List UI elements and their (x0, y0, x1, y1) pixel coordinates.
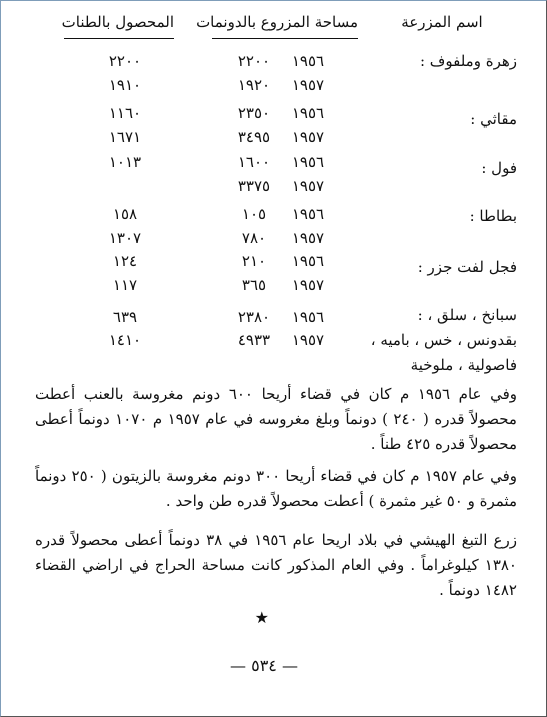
table-row (0, 354, 547, 378)
crop-yield: ١١٦٠ (108, 104, 142, 122)
crop-year: ١٩٥٦ (291, 308, 325, 326)
crop-year: ١٩٥٧ (291, 276, 325, 294)
paragraph-grapes: وفي عام ١٩٥٦ م كان في قضاء أريحا ٦٠٠ دونم مغروسة بالعنب أعطت محصولاً قدره ( ٢٤٠ ) دونماً وبلغ مغروسه في عام ١٩٥٧ م ١٠٧٠ دونماً أعطى محصولاً قدره ٤٢٥ طناً . (35, 385, 517, 453)
table-row (0, 102, 547, 126)
table-row (0, 329, 547, 353)
crop-year: ١٩٥٦ (291, 52, 325, 70)
crop-year: ١٩٥٧ (291, 229, 325, 247)
crop-yield: ١٦٧١ (108, 128, 142, 146)
table-row (0, 126, 547, 150)
crop-yield: ١١٧ (112, 276, 138, 294)
crop-area: ٢٢٠٠ (237, 52, 271, 70)
crop-area: ١٩٢٠ (237, 76, 271, 94)
table-row (0, 151, 547, 175)
table-row (0, 74, 547, 98)
crop-yield: ٦٣٩ (112, 308, 138, 326)
crop-yield: ١٢٤ (112, 252, 138, 270)
crop-area: ١٠٥ (241, 205, 267, 223)
table-row (0, 227, 547, 251)
page-number: — ٥٣٤ — (230, 656, 298, 675)
crop-year: ١٩٥٧ (291, 76, 325, 94)
table-row (0, 50, 547, 74)
paragraph-olives: وفي عام ١٩٥٧ م كان في قضاء أريحا ٣٠٠ دونم مغروسة بالزيتون ( ٢٥٠ دونماً مثمرة و ٥٠ غير مثمرة ) أعطت محصولاً قدره طن واحد . (35, 467, 518, 510)
crop-year: ١٩٥٦ (291, 205, 325, 223)
crop-yield: ١٠١٣ (108, 153, 142, 171)
crop-area: ٢١٠ (241, 252, 267, 270)
crop-name: بقدونس ، خس ، باميه ، (370, 331, 517, 349)
crop-year: ١٩٥٧ (291, 177, 325, 195)
crop-year: ١٩٥٦ (291, 153, 325, 171)
crop-name: فجل لفت جزر : (417, 258, 517, 276)
crop-yield: ٢٢٠٠ (108, 52, 142, 70)
header-crop-name: اسم المزرعة (401, 13, 483, 31)
header-yield: المحصول بالطنات (64, 12, 174, 39)
crop-yield: ١٤١٠ (108, 331, 142, 349)
header-area: مساحة المزروع بالدونمات (212, 12, 358, 39)
crop-name: زهرة وملفوف : (419, 52, 517, 70)
paragraph-tobacco: زرع التبغ الهيشي في بلاد اريحا عام ١٩٥٦ في ٣٨ دونماً أعطى محصولاً قدره ١٣٨٠ كيلوغراماً . وفي العام المذكور كانت مساحة الحراج في اراضي القضاء ١٤٨٢ دونماً . (35, 531, 517, 599)
crop-area: ٢٣٨٠ (237, 308, 271, 326)
crop-name: فاصولية ، ملوخية (410, 356, 517, 374)
table-row (0, 274, 547, 298)
table-row (0, 203, 547, 227)
crop-year: ١٩٥٦ (291, 104, 325, 122)
crop-yield: ١٥٨ (112, 205, 138, 223)
crop-year: ١٩٥٦ (291, 252, 325, 270)
table-row (0, 175, 547, 199)
crop-year: ١٩٥٧ (291, 331, 325, 349)
crop-area: ٣٤٩٥ (237, 128, 271, 146)
crop-name: بطاطا : (469, 207, 517, 225)
crop-area: ١٦٠٠ (237, 153, 271, 171)
crop-yield: ١٩١٠ (108, 76, 142, 94)
crop-area: ٤٩٣٣ (237, 331, 271, 349)
crop-name: سبانخ ، سلق ، : (417, 306, 517, 324)
table-row (0, 306, 547, 330)
crop-yield: ١٣٠٧ (108, 229, 142, 247)
crop-area: ٢٣٥٠ (237, 104, 271, 122)
crop-area: ٧٨٠ (241, 229, 267, 247)
crop-year: ١٩٥٧ (291, 128, 325, 146)
crop-area: ٣٣٧٥ (237, 177, 271, 195)
star-icon: ★ (254, 608, 269, 627)
table-row (0, 250, 547, 274)
crop-name: مقاثي : (470, 110, 517, 128)
crop-name: فول : (481, 159, 517, 177)
crop-area: ٣٦٥ (241, 276, 267, 294)
